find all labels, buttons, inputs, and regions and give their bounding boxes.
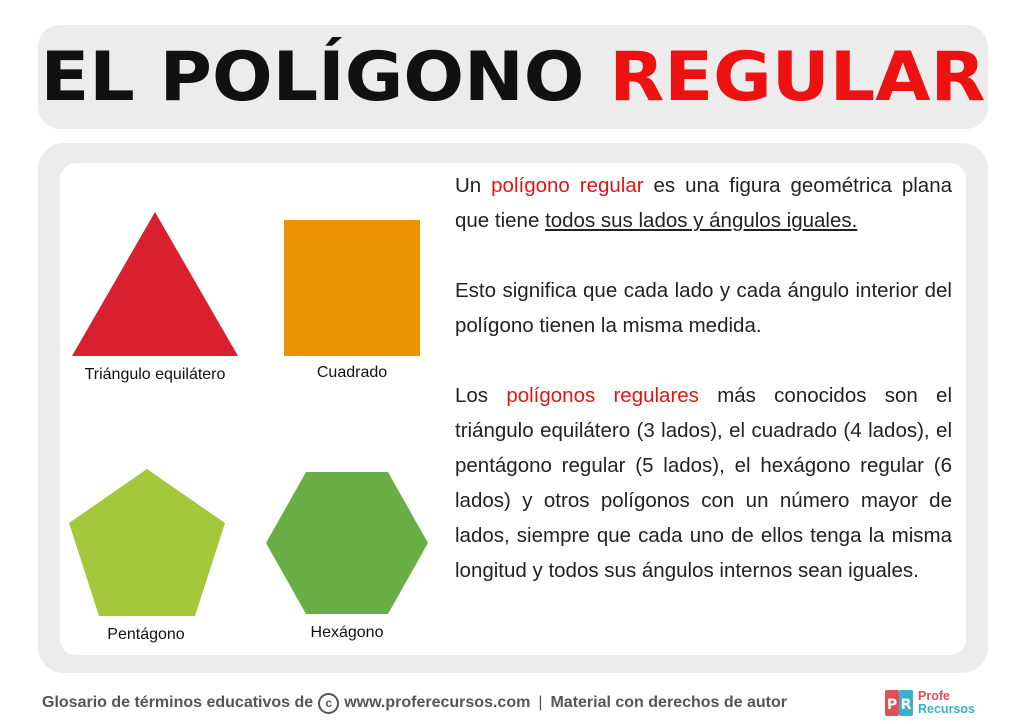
p1-underline: todos sus lados y ángulos iguales. — [545, 209, 858, 232]
paragraph-2: Esto significa que cada lado y cada ángulo interior del polígono tienen la misma medida. — [455, 279, 952, 337]
definition-text — [455, 168, 952, 588]
title-banner — [38, 25, 988, 129]
title-part-red: REGULAR — [609, 37, 986, 117]
p1-highlight: polígono regular — [491, 174, 644, 197]
p3-pre: Los — [455, 384, 507, 407]
pentagon-label: Pentágono — [107, 626, 185, 643]
pentagon-polygon — [69, 469, 225, 616]
copyright-icon: c — [318, 693, 339, 714]
logo-wordmark — [918, 690, 975, 716]
hexagon-polygon — [266, 472, 428, 614]
triangle-label: Triángulo equilátero — [84, 366, 226, 383]
triangle-polygon — [72, 212, 238, 356]
logo-line-1: Profe — [918, 689, 950, 703]
footer — [42, 692, 787, 714]
square-label: Cuadrado — [316, 364, 388, 381]
svg-text:P: P — [886, 697, 898, 713]
footer-glossary: Glosario de términos educativos de — [42, 694, 314, 711]
footer-separator: | — [538, 694, 543, 711]
pentagon-shape — [66, 467, 228, 619]
profe-recursos-logo[interactable] — [884, 688, 989, 718]
hexagon-shape — [264, 470, 430, 616]
p1-mid: es una figura geométrica plana que tiene — [455, 174, 952, 232]
square-shape — [284, 220, 422, 358]
triangle-shape — [70, 210, 240, 358]
p1-pre: Un — [455, 174, 492, 197]
logo-line-2: Recursos — [918, 702, 975, 716]
paragraph-1 — [455, 168, 952, 238]
p3-post: más conocidos son el triángulo equilátero (3 lados), el cuadrado (4 lados), el pentágono regular (5 lados), el hexágono regular (6 lados) y otros polígonos con un número mayor de lados, siempre que cada uno de ellos tenga la misma longitud y todos sus ángulos internos sean iguales. — [455, 384, 952, 582]
hexagon-label: Hexágono — [310, 624, 384, 641]
svg-text:R: R — [900, 697, 912, 713]
square-rect — [284, 220, 420, 356]
footer-rights: Material con derechos de autor — [550, 694, 787, 711]
page-title — [41, 38, 986, 117]
logo-badge-icon — [884, 688, 914, 718]
p3-highlight: polígonos regulares — [506, 384, 699, 407]
title-part-black: EL POLÍGONO — [40, 37, 585, 117]
paragraph-3 — [455, 378, 952, 588]
footer-site-link[interactable]: www.proferecursos.com — [344, 694, 531, 711]
